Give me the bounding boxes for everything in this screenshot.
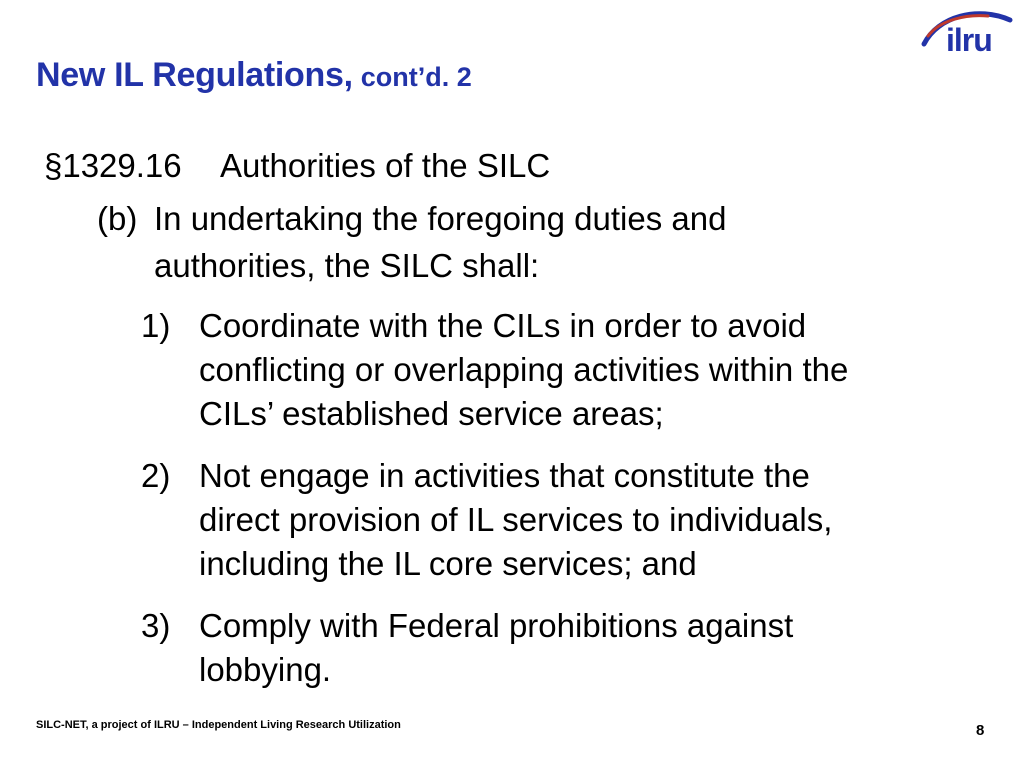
list-item-line: Not engage in activities that constitute the xyxy=(199,457,810,494)
subsection-line: authorities, the SILC shall: xyxy=(154,247,540,284)
list-item-marker: 1) xyxy=(141,307,171,344)
list-item-line: lobbying. xyxy=(199,651,332,688)
list-item-line: including the IL core services; and xyxy=(199,545,697,582)
subsection-marker: (b) xyxy=(97,200,138,237)
logo-text: ilru xyxy=(946,22,992,58)
section-number: §1329.16 xyxy=(44,147,182,184)
list-item-line: CILs’ established service areas; xyxy=(199,395,664,432)
slide-title-sub: cont’d. 2 xyxy=(360,62,472,92)
page-number: 8 xyxy=(976,722,985,739)
list-item-marker: 3) xyxy=(141,607,171,644)
slide-title-main: New IL Regulations, xyxy=(36,56,353,94)
subsection-line: In undertaking the foregoing duties and xyxy=(154,200,727,237)
slide-title xyxy=(36,56,472,95)
ilru-logo-icon xyxy=(918,6,1014,62)
list-item-line: conflicting or overlapping activities within the xyxy=(199,351,849,388)
list-item-line: direct provision of IL services to individuals, xyxy=(199,501,833,538)
list-item-marker: 2) xyxy=(141,457,171,494)
section-heading: Authorities of the SILC xyxy=(220,147,551,184)
list-item-line: Comply with Federal prohibitions against xyxy=(199,607,794,644)
list-item-line: Coordinate with the CILs in order to avoid xyxy=(199,307,807,344)
footer-text: SILC-NET, a project of ILRU – Independent Living Research Utilization xyxy=(36,719,401,731)
